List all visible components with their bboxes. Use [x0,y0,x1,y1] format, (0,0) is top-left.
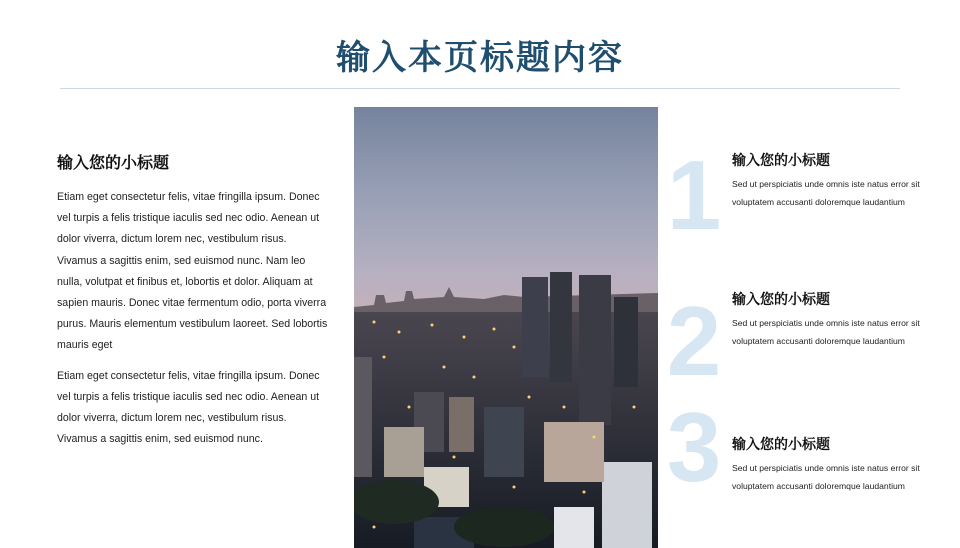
item-number-2: 2 [666,286,722,396]
item-text-1: Sed ut perspiciatis unde omnis iste natus error sit voluptatem accusanti doloremque laudantium [732,179,920,207]
item-number-1: 1 [666,140,722,250]
item-text-2: Sed ut perspiciatis unde omnis iste natus error sit voluptatem accusanti doloremque laudantium [732,318,920,346]
left-paragraph-2: Etiam eget consectetur felis, vitae fringilla ipsum. Donec vel turpis a felis tristique iaculis sed nec odio. Aenean ut dolor viverra, dictum lorem nec, vestibulum risus. Vivamus a sagittis enim, sed euismod nunc. [57,369,320,446]
item-heading-3: 输入您的小标题 [732,437,830,453]
item-heading-1: 输入您的小标题 [732,153,830,169]
item-text-3: Sed ut perspiciatis unde omnis iste natus error sit voluptatem accusanti doloremque laudantium [732,463,920,491]
item-number-3: 3 [666,392,722,502]
left-text-block [57,150,329,459]
item-heading-2: 输入您的小标题 [732,292,830,308]
page-title: 输入本页标题内容 [336,38,624,78]
list-item-2 [732,289,932,350]
title-divider [60,88,900,89]
list-item-1 [732,150,932,211]
city-skyline-photo [354,107,658,548]
city-skyline-illustration [354,107,658,548]
left-paragraph-1: Etiam eget consectetur felis, vitae fringilla ipsum. Donec vel turpis a felis tristique iaculis sed nec odio. Aenean ut dolor viverra, dictum lorem nec, vestibulum risus. Vivamus a sagittis enim, sed euismod nunc. Nam leo nulla, volutpat et finibus et, lobortis et dolor. Aliquam at sapien mauris. Donec vitae fermentum odio, porta viverra purus. Mauris elementum vestibulum laoreet. Sed lobortis mauris eget [57,191,328,352]
left-subtitle: 输入您的小标题 [57,153,170,172]
list-item-3 [732,434,932,495]
